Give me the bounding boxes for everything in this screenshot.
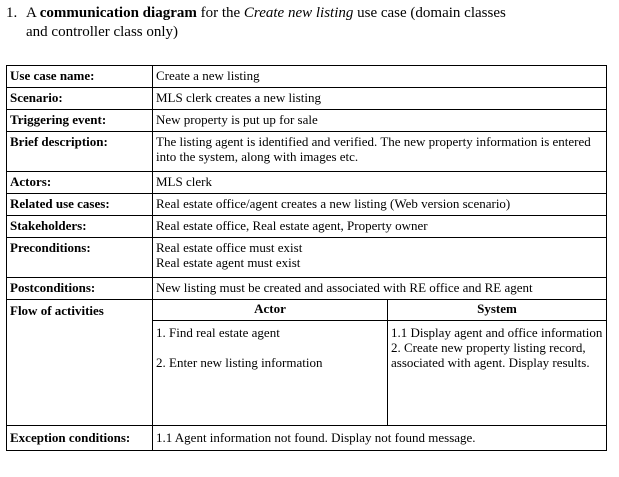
label-exception-conditions: Exception conditions:: [7, 426, 153, 451]
label-triggering-event: Triggering event:: [7, 110, 153, 132]
label-stakeholders: Stakeholders:: [7, 216, 153, 238]
precondition-item: Real estate agent must exist: [156, 255, 301, 270]
row-scenario: [7, 88, 607, 110]
precondition-item: Real estate office must exist: [156, 240, 303, 255]
heading-prefix: A: [26, 5, 40, 21]
label-flow-of-activities: Flow of activities: [7, 300, 153, 426]
row-brief-description: [7, 132, 607, 172]
actor-step: 2. Enter new listing information: [156, 355, 323, 370]
label-postconditions: Postconditions:: [7, 278, 153, 300]
heading-line2: and controller class only): [26, 24, 179, 40]
value-use-case-name: Create a new listing: [153, 66, 607, 88]
actor-step: 1. Find real estate agent: [156, 325, 280, 340]
flow-header-row: [153, 300, 606, 321]
page-heading: [6, 4, 606, 42]
value-actors: MLS clerk: [153, 172, 607, 194]
label-preconditions: Preconditions:: [7, 238, 153, 278]
heading-number: 1.: [6, 5, 18, 21]
value-scenario: MLS clerk creates a new listing: [153, 88, 607, 110]
value-related-use-cases: Real estate office/agent creates a new listing (Web version scenario): [153, 194, 607, 216]
heading-suffix: use case (domain classes: [353, 5, 506, 21]
row-exception-conditions: [7, 426, 607, 451]
row-preconditions: [7, 238, 607, 278]
label-scenario: Scenario:: [7, 88, 153, 110]
row-stakeholders: [7, 216, 607, 238]
value-triggering-event: New property is put up for sale: [153, 110, 607, 132]
label-actors: Actors:: [7, 172, 153, 194]
row-flow-of-activities: [7, 300, 607, 426]
label-use-case-name: Use case name:: [7, 66, 153, 88]
flow-header-system: System: [388, 300, 607, 321]
row-postconditions: [7, 278, 607, 300]
label-related-use-cases: Related use cases:: [7, 194, 153, 216]
system-step: 1.1 Display agent and office information: [391, 325, 603, 340]
row-use-case-name: [7, 66, 607, 88]
value-brief-description: The listing agent is identified and verified. The new property information is entered into the system, along with images etc.: [153, 132, 607, 172]
value-stakeholders: Real estate office, Real estate agent, Property owner: [153, 216, 607, 238]
heading-italic: Create new listing: [243, 5, 354, 21]
system-step: 2. Create new property listing record, associated with agent. Display results.: [391, 340, 590, 370]
heading-mid: for the: [196, 5, 244, 21]
flow-header-actor: Actor: [153, 300, 388, 321]
flow-actor-steps: [153, 321, 388, 426]
row-related-use-cases: [7, 194, 607, 216]
heading-bold: communication diagram: [39, 5, 197, 21]
row-actors: [7, 172, 607, 194]
value-postconditions: New listing must be created and associated with RE office and RE agent: [153, 278, 607, 300]
label-brief-description: Brief description:: [7, 132, 153, 172]
flow-table: [153, 300, 606, 425]
flow-system-steps: [388, 321, 607, 426]
row-triggering-event: [7, 110, 607, 132]
use-case-table: [6, 65, 607, 451]
value-preconditions: [153, 238, 607, 278]
flow-body-row: [153, 321, 606, 426]
value-exception-conditions: 1.1 Agent information not found. Display not found message.: [153, 426, 607, 451]
flow-cell: [153, 300, 607, 426]
